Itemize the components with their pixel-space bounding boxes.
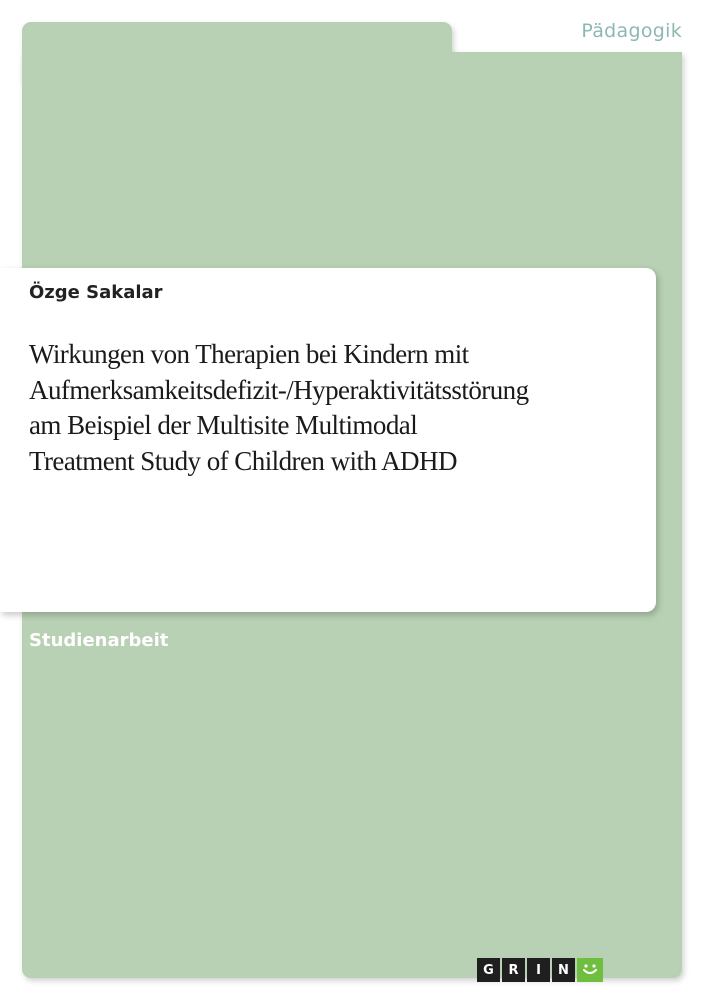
- grin-logo-letter: G: [477, 958, 500, 982]
- author-name: Özge Sakalar: [29, 282, 163, 303]
- book-title-line: Treatment Study of Children with ADHD: [29, 445, 457, 476]
- book-title: [29, 337, 639, 479]
- book-title-line: am Beispiel der Multisite Multimodal: [29, 410, 418, 440]
- grin-logo-letter: R: [502, 958, 525, 982]
- grin-logo-letter: N: [552, 958, 575, 982]
- cover-green-joint: [22, 40, 452, 70]
- book-title-line: Aufmerksamkeitsdefizit-/Hyperaktivitätsstörung: [29, 374, 529, 405]
- grin-logo: [477, 958, 603, 982]
- smiley-icon: [577, 958, 603, 982]
- document-type: Studienarbeit: [29, 630, 169, 651]
- grin-logo-letter: I: [527, 958, 550, 982]
- category-label: Pädagogik: [581, 20, 682, 42]
- book-title-line: Wirkungen von Therapien bei Kindern mit: [29, 339, 469, 369]
